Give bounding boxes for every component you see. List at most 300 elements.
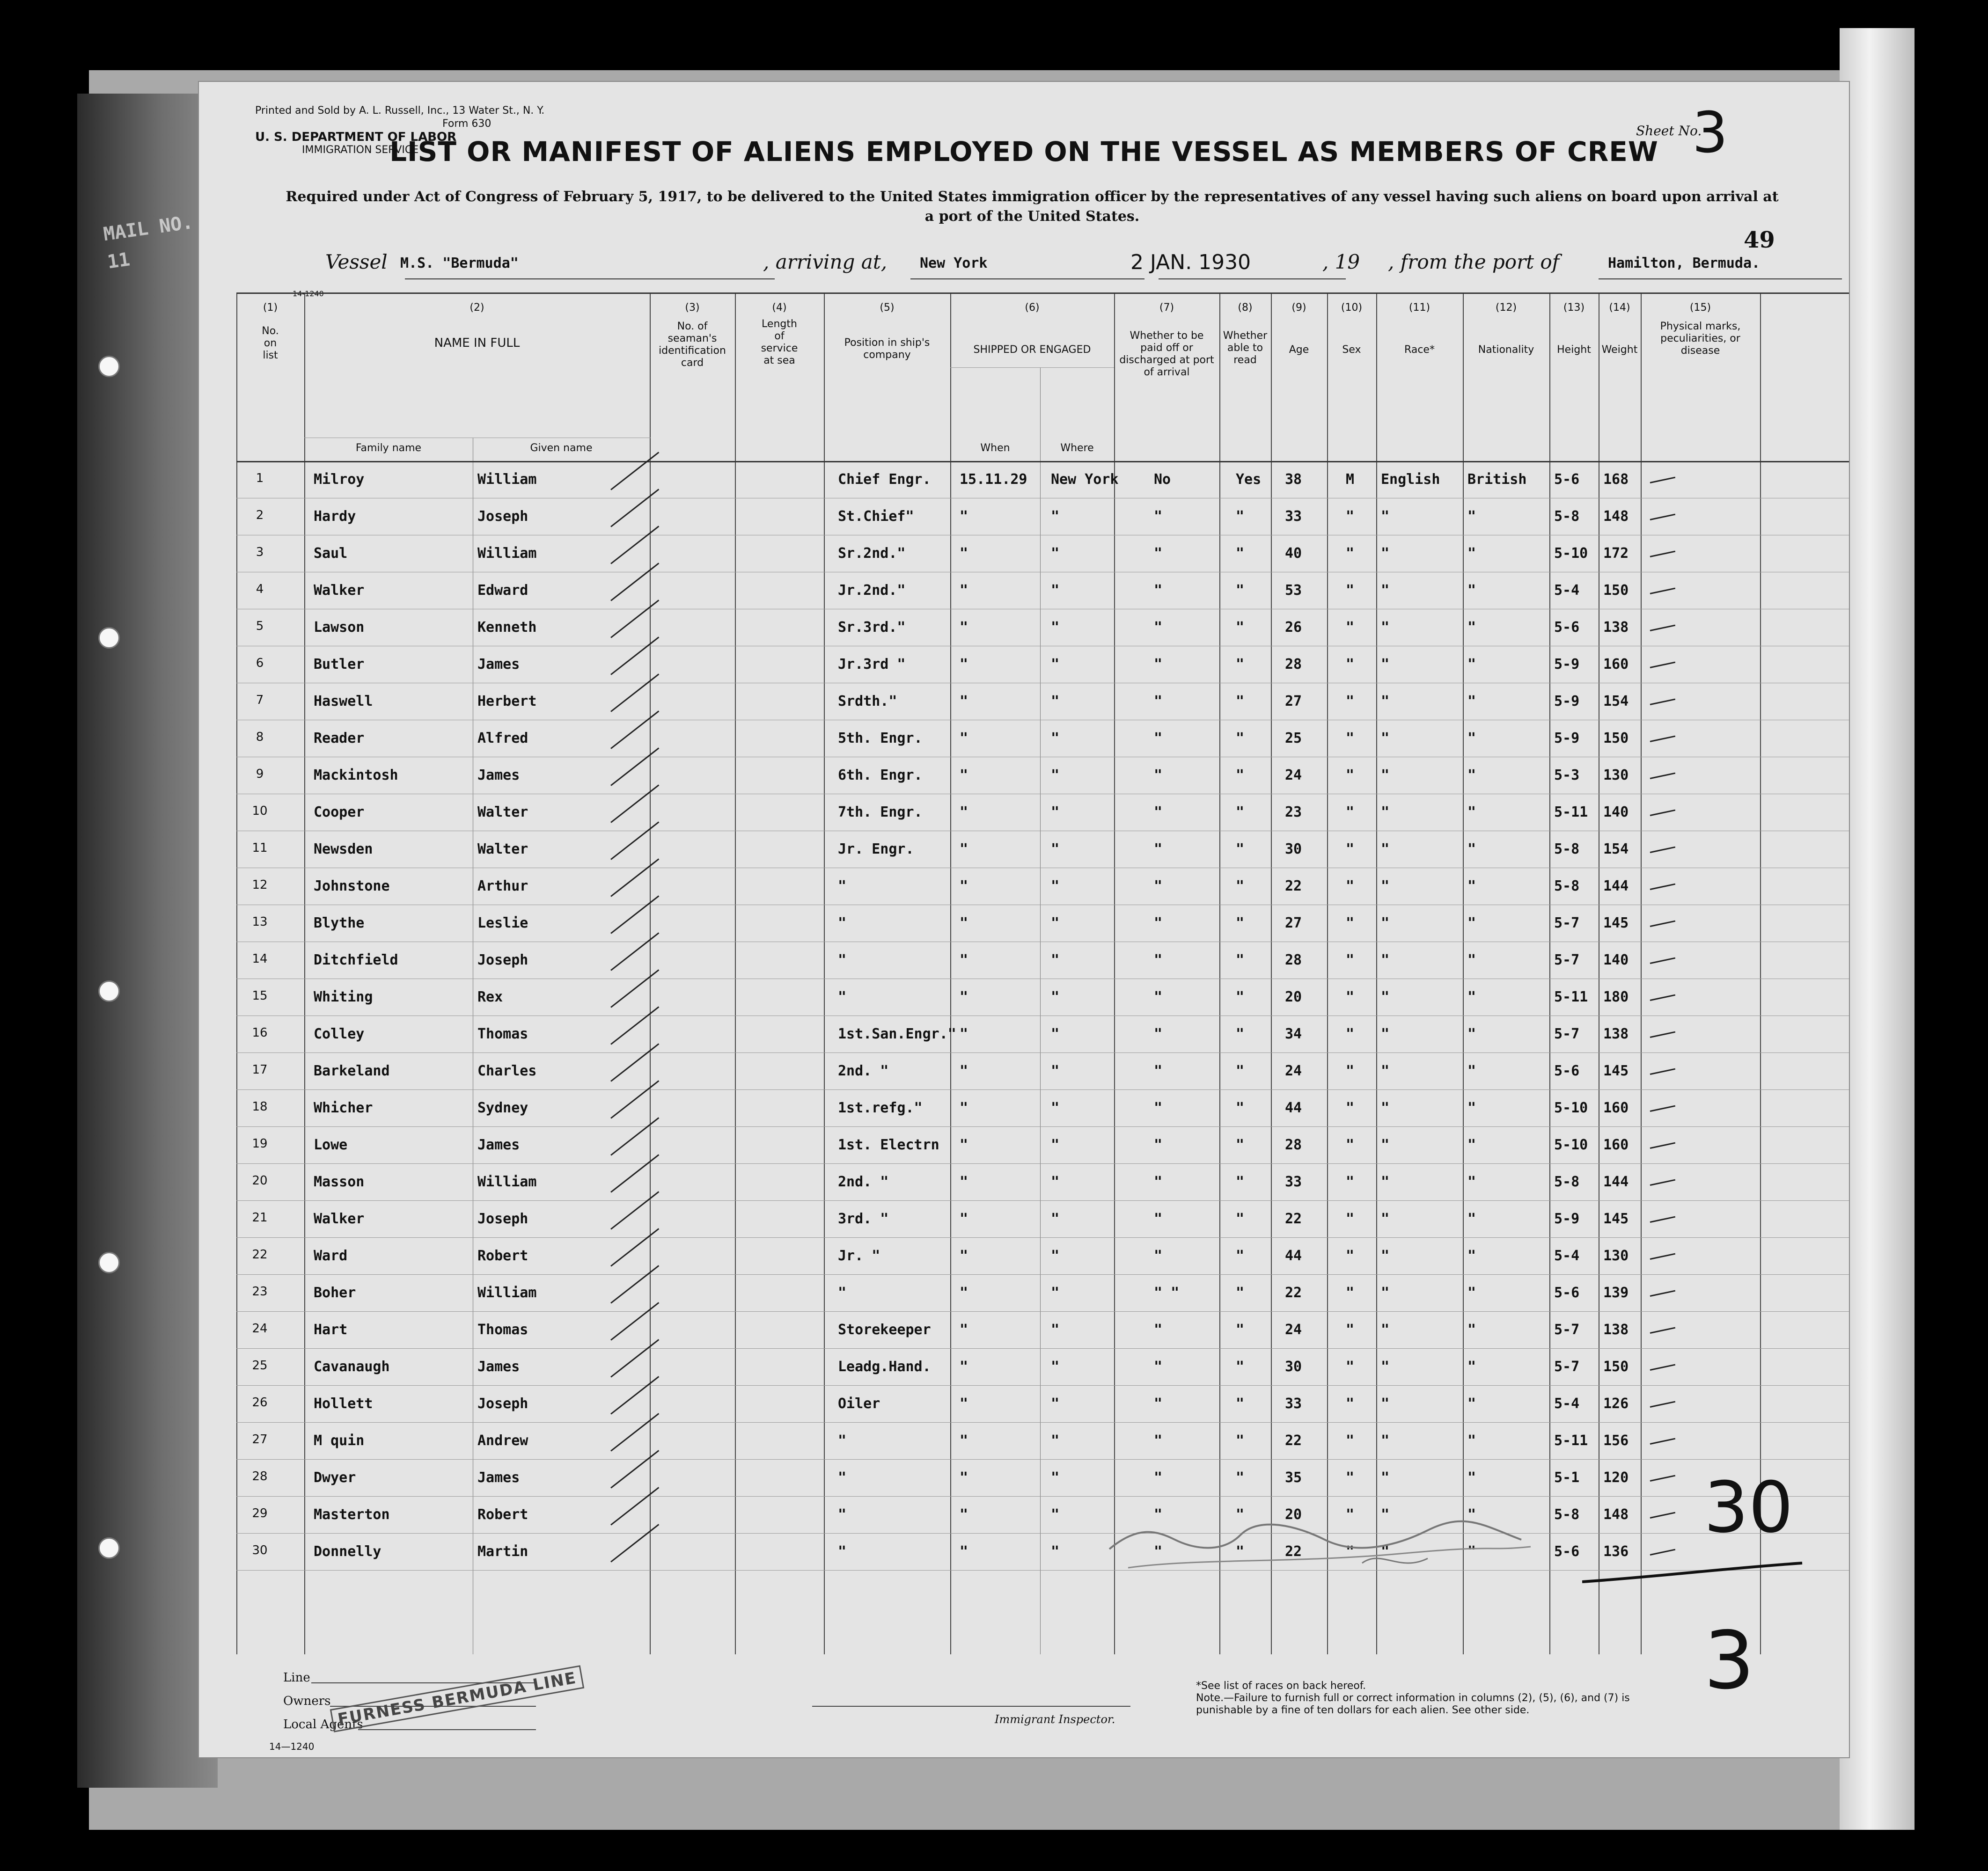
able-to-read-cell: ": [1236, 1396, 1245, 1412]
given-name-cell: Andrew: [477, 1432, 528, 1449]
sheet-number: 3: [1692, 101, 1728, 166]
race-cell: ": [1381, 804, 1390, 820]
row-rule: [236, 1311, 1849, 1312]
shipped-when-cell: ": [960, 989, 968, 1005]
shipped-where-cell: ": [1051, 767, 1060, 783]
height-cell: 5-6: [1554, 619, 1580, 636]
sex-cell: ": [1346, 1174, 1355, 1190]
race-cell: ": [1381, 619, 1390, 636]
row-rule: [236, 1348, 1849, 1349]
from-port-label: , from the port of: [1388, 250, 1560, 273]
check-mark: [610, 1080, 659, 1118]
sex-cell: ": [1346, 1285, 1355, 1301]
col10-header: Sex: [1342, 344, 1361, 356]
physical-marks-dash: [1650, 588, 1675, 594]
shipped-where-cell: ": [1051, 1432, 1060, 1449]
agents-field: [358, 1729, 536, 1730]
physical-marks-dash: [1650, 1549, 1675, 1556]
shipped-where-cell: ": [1051, 1174, 1060, 1190]
col15-number: (15): [1689, 302, 1711, 314]
sex-cell: ": [1346, 767, 1355, 783]
sex-cell: ": [1346, 619, 1355, 636]
vessel-line: [325, 250, 1823, 278]
sex-cell: ": [1346, 1322, 1355, 1338]
able-to-read-cell: ": [1236, 878, 1245, 894]
physical-marks-dash: [1650, 699, 1675, 705]
weight-cell: 160: [1603, 1137, 1629, 1153]
manifest-footer: [199, 1661, 1849, 1755]
shipped-where-cell: ": [1051, 1543, 1060, 1560]
shipped-where-cell: ": [1051, 1063, 1060, 1079]
weight-cell: 150: [1603, 1359, 1629, 1375]
weight-cell: 172: [1603, 545, 1629, 562]
sex-cell: ": [1346, 1432, 1355, 1449]
line-label: Line: [283, 1671, 310, 1685]
age-cell: 24: [1285, 1063, 1302, 1079]
sex-cell: ": [1346, 878, 1355, 894]
shipped-when-cell: ": [960, 1211, 968, 1227]
nationality-cell: ": [1467, 582, 1476, 599]
col14-number: (14): [1609, 302, 1630, 314]
shipped-where-cell: ": [1051, 952, 1060, 968]
shipped-when-cell: ": [960, 952, 968, 968]
check-mark: [610, 489, 659, 527]
shipped-where-cell: ": [1051, 1211, 1060, 1227]
check-mark: [610, 599, 659, 638]
sex-cell: ": [1346, 1026, 1355, 1042]
check-mark: [610, 821, 659, 860]
shipped-where-cell: ": [1051, 508, 1060, 525]
nationality-cell: ": [1467, 804, 1476, 820]
col6-number: (6): [1025, 302, 1040, 314]
nationality-cell: ": [1467, 1063, 1476, 1079]
family-name-cell: Colley: [314, 1026, 365, 1042]
weight-cell: 145: [1603, 915, 1629, 931]
family-name-cell: Donnelly: [314, 1543, 381, 1560]
row-number: 25: [252, 1359, 268, 1373]
paid-off-cell: ": [1154, 1026, 1163, 1042]
column-rule: [824, 292, 825, 1654]
able-to-read-cell: ": [1236, 767, 1245, 783]
col8-number: (8): [1238, 302, 1253, 314]
height-cell: 5-10: [1554, 1137, 1588, 1153]
physical-marks-dash: [1650, 773, 1675, 779]
shipped-where-cell: ": [1051, 1469, 1060, 1486]
physical-marks-dash: [1650, 884, 1675, 890]
row-number: 10: [252, 804, 268, 818]
col6a-header: When: [980, 442, 1010, 454]
height-cell: 5-9: [1554, 693, 1580, 709]
race-cell: ": [1381, 989, 1390, 1005]
shipped-where-cell: ": [1051, 1322, 1060, 1338]
position-cell: St.Chief": [838, 508, 914, 525]
nationality-cell: ": [1467, 1100, 1476, 1116]
check-mark: [610, 710, 659, 749]
paid-off-cell: ": [1154, 1506, 1163, 1523]
row-number: 15: [252, 989, 268, 1003]
sex-cell: ": [1346, 1359, 1355, 1375]
given-name-cell: Herbert: [477, 693, 537, 709]
shipped-when-cell: ": [960, 767, 968, 783]
age-cell: 34: [1285, 1026, 1302, 1042]
sex-cell: ": [1346, 952, 1355, 968]
races-note: *See list of races on back hereof.: [1196, 1680, 1366, 1692]
shipped-when-cell: ": [960, 1396, 968, 1412]
shipped-where-cell: ": [1051, 841, 1060, 857]
family-name-cell: Whicher: [314, 1100, 373, 1116]
age-cell: 30: [1285, 1359, 1302, 1375]
paid-off-cell: ": [1154, 1543, 1163, 1560]
column-rule: [1549, 292, 1550, 1654]
shipped-where-cell: ": [1051, 878, 1060, 894]
able-to-read-cell: ": [1236, 1469, 1245, 1486]
nationality-cell: ": [1467, 1469, 1476, 1486]
row-number: 17: [252, 1063, 268, 1077]
col12-number: (12): [1495, 302, 1517, 314]
shipped-when-cell: ": [960, 619, 968, 636]
position-cell: Chief Engr.: [838, 471, 931, 488]
shipped-where-cell: ": [1051, 1248, 1060, 1264]
given-name-cell: Robert: [477, 1248, 528, 1264]
vessel-underline: [405, 278, 775, 279]
sheet-label: Sheet No.: [1636, 123, 1702, 139]
age-cell: 53: [1285, 582, 1302, 599]
weight-cell: 154: [1603, 693, 1629, 709]
shipped-when-cell: ": [960, 1100, 968, 1116]
position-cell: Jr. Engr.: [838, 841, 914, 857]
position-cell: 1st. Electrn: [838, 1137, 939, 1153]
age-cell: 26: [1285, 619, 1302, 636]
family-name-cell: Reader: [314, 730, 365, 746]
shipped-where-cell: ": [1051, 619, 1060, 636]
col4-number: (4): [772, 302, 787, 314]
shipped-when-cell: ": [960, 878, 968, 894]
shipped-when-cell: ": [960, 1322, 968, 1338]
check-mark: [610, 784, 659, 823]
sex-cell: ": [1346, 656, 1355, 672]
position-cell: 2nd. ": [838, 1174, 889, 1190]
sex-cell: ": [1346, 1248, 1355, 1264]
punch-hole: [98, 356, 120, 377]
col1-header: No. on list: [262, 325, 279, 361]
physical-marks-dash: [1650, 1364, 1675, 1371]
family-name-cell: Masson: [314, 1174, 365, 1190]
shipped-when-cell: ": [960, 582, 968, 599]
header-top-rule: [236, 292, 1849, 294]
punch-hole: [98, 627, 120, 649]
check-mark: [610, 895, 659, 934]
weight-cell: 126: [1603, 1396, 1629, 1412]
weight-cell: 130: [1603, 1248, 1629, 1264]
sex-cell: ": [1346, 989, 1355, 1005]
row-number: 29: [252, 1506, 268, 1520]
weight-cell: 138: [1603, 619, 1629, 636]
race-cell: ": [1381, 656, 1390, 672]
height-cell: 5-4: [1554, 1248, 1580, 1264]
age-cell: 40: [1285, 545, 1302, 562]
row-rule: [236, 1496, 1849, 1497]
row-rule: [236, 1052, 1849, 1053]
height-cell: 5-11: [1554, 804, 1588, 820]
check-mark: [610, 932, 659, 971]
check-mark: [610, 1487, 659, 1525]
paid-off-cell: ": [1154, 693, 1163, 709]
page-number: 49: [1744, 227, 1775, 253]
age-cell: 24: [1285, 767, 1302, 783]
able-to-read-cell: ": [1236, 582, 1245, 599]
nationality-cell: ": [1467, 1543, 1476, 1560]
position-cell: Leadg.Hand.: [838, 1359, 931, 1375]
paid-off-cell: ": [1154, 619, 1163, 636]
row-number: 7: [256, 693, 264, 707]
race-cell: ": [1381, 1432, 1390, 1449]
shipped-when-cell: ": [960, 1432, 968, 1449]
row-number: 30: [252, 1543, 268, 1557]
position-cell: ": [838, 915, 847, 931]
age-cell: 20: [1285, 989, 1302, 1005]
physical-marks-dash: [1650, 810, 1675, 816]
given-name-cell: Walter: [477, 804, 528, 820]
position-cell: ": [838, 1432, 847, 1449]
given-name-cell: James: [477, 767, 520, 783]
race-cell: ": [1381, 1285, 1390, 1301]
position-cell: ": [838, 1506, 847, 1523]
race-cell: ": [1381, 582, 1390, 599]
col4-header: Length of service at sea: [761, 318, 798, 366]
given-name-cell: Thomas: [477, 1322, 528, 1338]
column-rule: [950, 292, 951, 1654]
form-code: 14-1240: [293, 289, 324, 298]
given-name-cell: Robert: [477, 1506, 528, 1523]
paid-off-cell: ": [1154, 1137, 1163, 1153]
row-number: 4: [256, 582, 264, 596]
position-cell: Jr.2nd.": [838, 582, 906, 599]
row-number: 8: [256, 730, 264, 744]
height-cell: 5-6: [1554, 471, 1580, 488]
given-name-cell: James: [477, 1469, 520, 1486]
year-label: , 19: [1322, 250, 1360, 273]
paid-off-cell: ": [1154, 508, 1163, 525]
weight-cell: 120: [1603, 1469, 1629, 1486]
age-cell: 44: [1285, 1100, 1302, 1116]
weight-cell: 154: [1603, 841, 1629, 857]
physical-marks-dash: [1650, 1290, 1675, 1297]
family-name-cell: Mackintosh: [314, 767, 398, 783]
check-mark: [610, 1450, 659, 1488]
age-cell: 23: [1285, 804, 1302, 820]
age-cell: 28: [1285, 656, 1302, 672]
nationality-cell: ": [1467, 1396, 1476, 1412]
physical-marks-dash: [1650, 1512, 1675, 1519]
paid-off-cell: ": [1154, 730, 1163, 746]
check-mark: [610, 747, 659, 786]
age-cell: 22: [1285, 1432, 1302, 1449]
race-cell: ": [1381, 915, 1390, 931]
physical-marks-dash: [1650, 625, 1675, 631]
race-cell: ": [1381, 841, 1390, 857]
family-name-cell: Johnstone: [314, 878, 390, 894]
age-cell: 30: [1285, 841, 1302, 857]
given-name-cell: Joseph: [477, 952, 528, 968]
given-name-cell: Joseph: [477, 1211, 528, 1227]
able-to-read-cell: ": [1236, 1322, 1245, 1338]
nationality-cell: ": [1467, 878, 1476, 894]
col10-number: (10): [1341, 302, 1363, 314]
row-number: 22: [252, 1248, 268, 1262]
shipped-when-cell: ": [960, 915, 968, 931]
shipped-where-cell: ": [1051, 693, 1060, 709]
given-name-cell: Martin: [477, 1543, 528, 1560]
position-cell: ": [838, 878, 847, 894]
able-to-read-cell: ": [1236, 1285, 1245, 1301]
col6-header: SHIPPED OR ENGAGED: [973, 344, 1091, 356]
date-underline: [1159, 278, 1346, 279]
manifest-page: [199, 82, 1849, 1757]
shipped-where-cell: ": [1051, 1359, 1060, 1375]
column-rule: [1760, 292, 1761, 1654]
shipped-when-cell: ": [960, 1063, 968, 1079]
col5-number: (5): [880, 302, 895, 314]
physical-marks-dash: [1650, 1253, 1675, 1260]
page-subtitle: Required under Act of Congress of February 5, 1917, to be delivered to the United States immigration officer by the representatives of any vessel having such aliens on board upon arrival at a port of the United States.: [286, 189, 1779, 225]
arrival-date-stamp: 2 JAN. 1930: [1130, 250, 1251, 274]
shipped-where-cell: ": [1051, 1100, 1060, 1116]
able-to-read-cell: ": [1236, 1026, 1245, 1042]
shipped-when-cell: ": [960, 656, 968, 672]
handwritten-total: 30: [1704, 1467, 1793, 1549]
shipped-where-cell: ": [1051, 915, 1060, 931]
paid-off-cell: ": [1154, 878, 1163, 894]
row-number: 6: [256, 656, 264, 670]
family-name-cell: Ward: [314, 1248, 348, 1264]
paid-off-cell: ": [1154, 1359, 1163, 1375]
family-name-cell: Ditchfield: [314, 952, 398, 968]
shipped-when-cell: ": [960, 1469, 968, 1486]
paid-off-cell: " ": [1154, 1285, 1180, 1301]
page-stack-right: [1840, 28, 1915, 1830]
row-number: 3: [256, 545, 264, 559]
sex-cell: ": [1346, 730, 1355, 746]
height-cell: 5-6: [1554, 1285, 1580, 1301]
row-rule: [236, 1385, 1849, 1386]
column-rule: [1376, 292, 1377, 1654]
race-cell: ": [1381, 767, 1390, 783]
position-cell: ": [838, 952, 847, 968]
paid-off-cell: ": [1154, 1100, 1163, 1116]
nationality-cell: ": [1467, 545, 1476, 562]
check-mark: [610, 858, 659, 897]
family-name-cell: Lowe: [314, 1137, 348, 1153]
physical-marks-dash: [1650, 1216, 1675, 1223]
race-cell: ": [1381, 1322, 1390, 1338]
sex-cell: ": [1346, 1543, 1355, 1560]
position-cell: 5th. Engr.: [838, 730, 923, 746]
height-cell: 5-7: [1554, 1322, 1580, 1338]
physical-marks-dash: [1650, 736, 1675, 742]
col6b-header: Where: [1060, 442, 1094, 454]
race-cell: ": [1381, 1100, 1390, 1116]
weight-cell: 136: [1603, 1543, 1629, 1560]
weight-cell: 160: [1603, 1100, 1629, 1116]
physical-marks-dash: [1650, 1179, 1675, 1186]
able-to-read-cell: ": [1236, 1137, 1245, 1153]
able-to-read-cell: ": [1236, 1100, 1245, 1116]
shipped-when-cell: ": [960, 508, 968, 525]
given-name-cell: James: [477, 1137, 520, 1153]
sex-cell: ": [1346, 545, 1355, 562]
physical-marks-dash: [1650, 1475, 1675, 1482]
col7-header: Whether to be paid off or discharged at port of arrival: [1119, 330, 1214, 378]
height-cell: 5-1: [1554, 1469, 1580, 1486]
service-name: IMMIGRATION SERVICE: [302, 144, 419, 156]
age-cell: 27: [1285, 693, 1302, 709]
row-number: 24: [252, 1322, 268, 1336]
position-cell: Oiler: [838, 1396, 880, 1412]
col3-header: No. of seaman's identification card: [659, 321, 726, 369]
weight-cell: 140: [1603, 952, 1629, 968]
age-cell: 22: [1285, 1211, 1302, 1227]
physical-marks-dash: [1650, 957, 1675, 964]
check-mark: [610, 1376, 659, 1414]
physical-marks-dash: [1650, 477, 1675, 483]
height-cell: 5-8: [1554, 1506, 1580, 1523]
age-cell: 20: [1285, 1506, 1302, 1523]
row-number: 13: [252, 915, 268, 929]
position-cell: ": [838, 1469, 847, 1486]
race-cell: ": [1381, 1211, 1390, 1227]
inspector-signature: [1100, 1507, 1545, 1577]
paid-off-cell: ": [1154, 804, 1163, 820]
paid-off-cell: ": [1154, 841, 1163, 857]
row-number: 26: [252, 1396, 268, 1410]
nationality-cell: ": [1467, 619, 1476, 636]
height-cell: 5-7: [1554, 1026, 1580, 1042]
able-to-read-cell: Yes: [1236, 471, 1262, 488]
row-number: 1: [256, 471, 264, 485]
race-cell: ": [1381, 1359, 1390, 1375]
shipped-where-cell: ": [1051, 582, 1060, 599]
shipped-when-cell: ": [960, 1026, 968, 1042]
shipped-when-cell: ": [960, 1359, 968, 1375]
height-cell: 5-4: [1554, 582, 1580, 599]
able-to-read-cell: ": [1236, 1248, 1245, 1264]
sex-cell: ": [1346, 508, 1355, 525]
row-number: 28: [252, 1469, 268, 1484]
position-cell: 7th. Engr.: [838, 804, 923, 820]
row-number: 23: [252, 1285, 268, 1299]
nationality-cell: ": [1467, 841, 1476, 857]
col2b-header: Given name: [530, 442, 593, 454]
row-rule: [236, 1459, 1849, 1460]
check-mark: [610, 526, 659, 564]
col2-header: NAME IN FULL: [434, 336, 520, 350]
check-mark: [610, 1006, 659, 1045]
check-mark: [610, 1043, 659, 1082]
shipped-where-cell: ": [1051, 545, 1060, 562]
race-cell: ": [1381, 1506, 1390, 1523]
family-name-cell: Boher: [314, 1285, 356, 1301]
shipped-when-cell: ": [960, 1248, 968, 1264]
physical-marks-dash: [1650, 921, 1675, 927]
shipped-when-cell: 15.11.29: [960, 471, 1027, 488]
weight-cell: 138: [1603, 1322, 1629, 1338]
able-to-read-cell: ": [1236, 508, 1245, 525]
given-name-cell: Joseph: [477, 508, 528, 525]
family-name-cell: Hardy: [314, 508, 356, 525]
column-rule: [1271, 292, 1272, 1654]
column-rule: [236, 292, 237, 1654]
form-code-bottom: 14—1240: [269, 1741, 315, 1752]
